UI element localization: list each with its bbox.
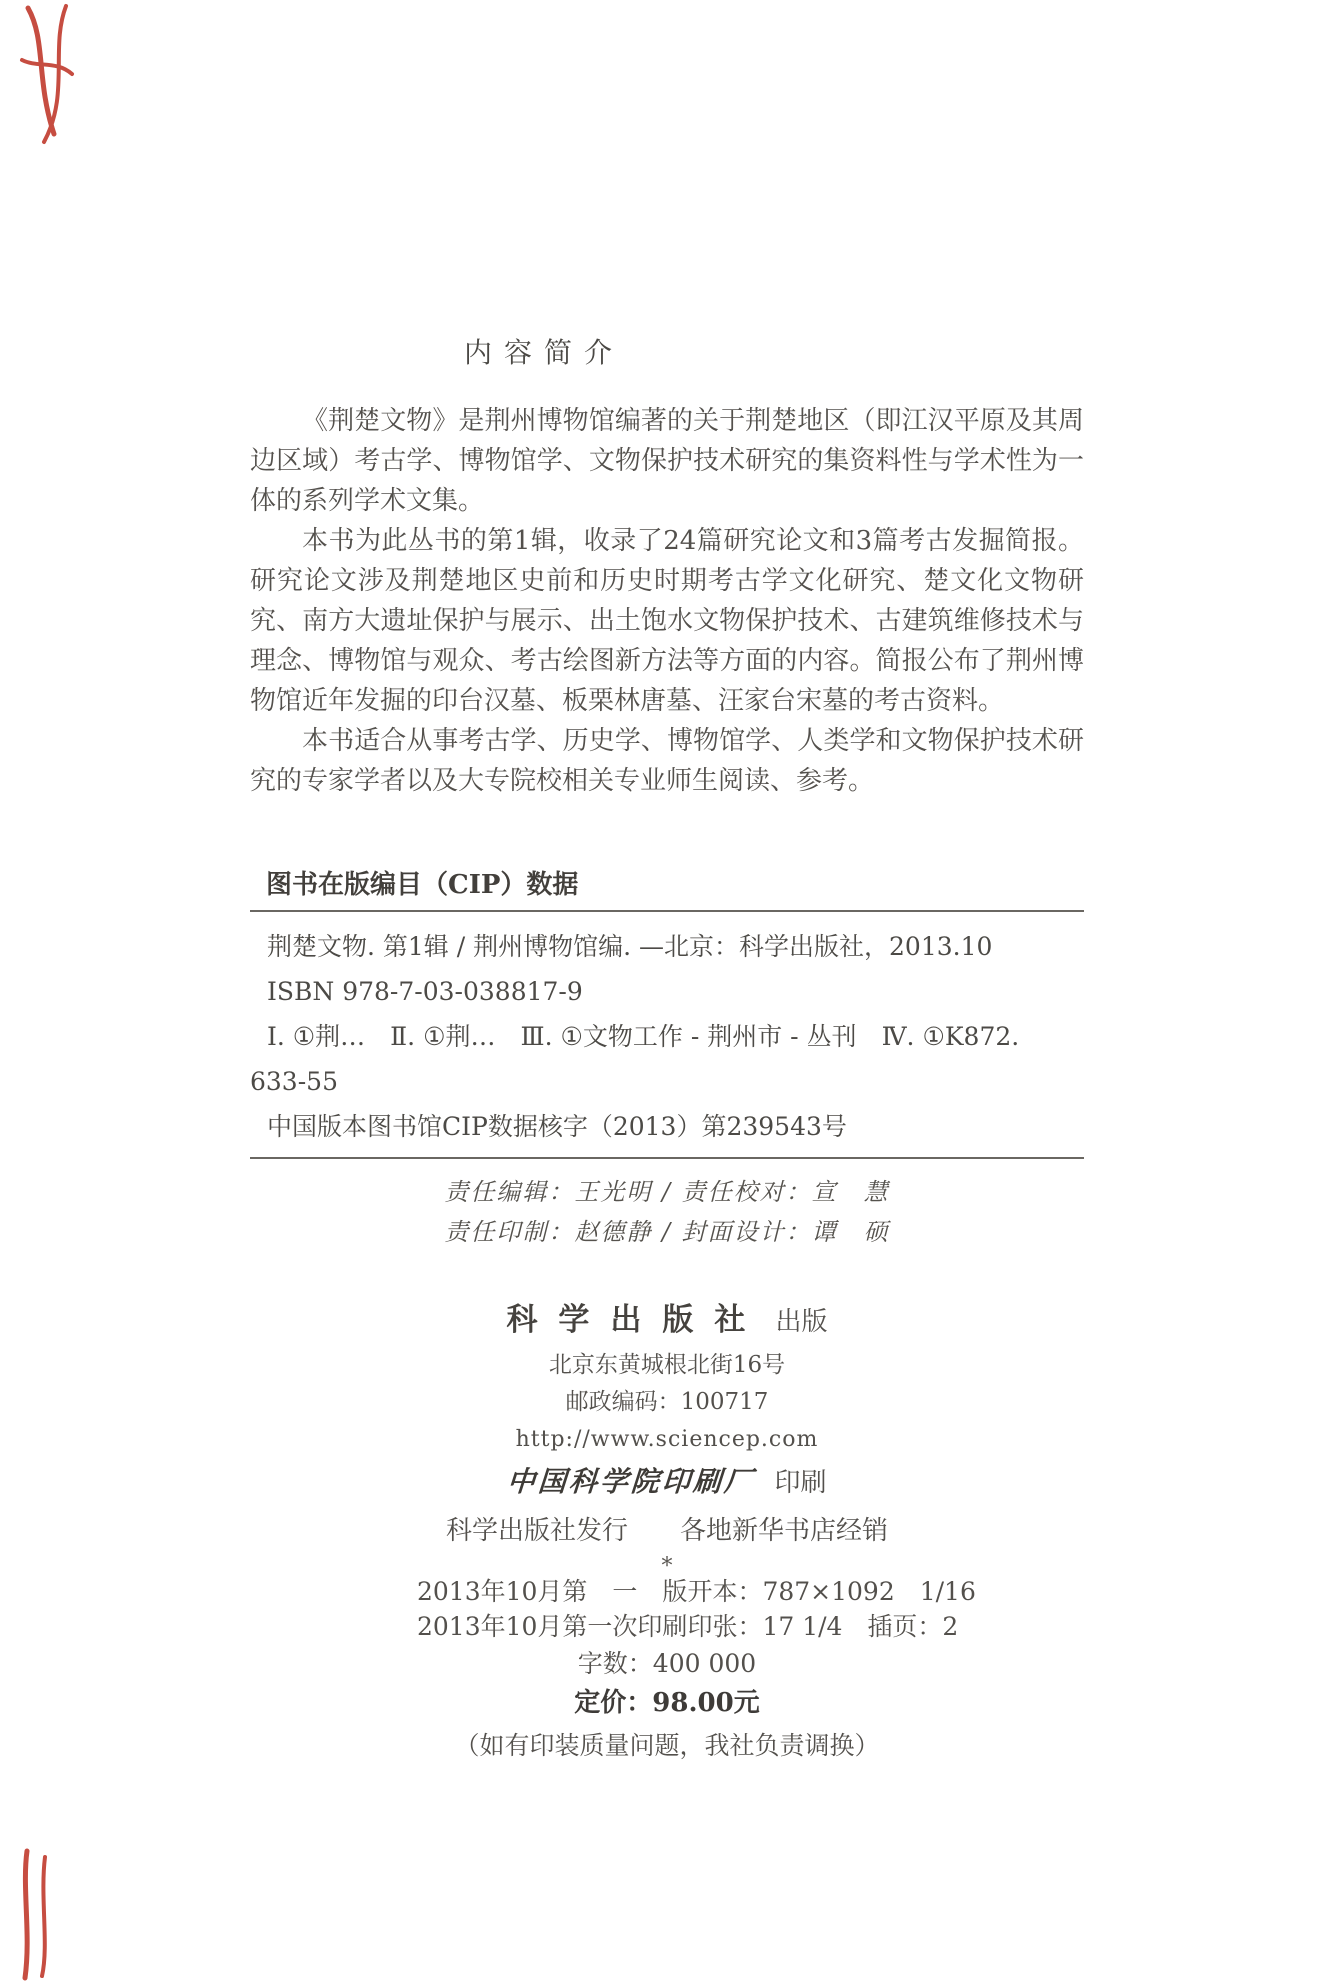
quality-swap-note: （如有印装质量问题，我社负责调换） <box>454 1731 880 1760</box>
imprint-row-edition <box>417 1574 976 1609</box>
credits-printing-line: 责任印制：赵德静 / 封面设计：谭 硕 <box>444 1218 890 1246</box>
publisher-website: http://www.sciencep.com <box>515 1427 819 1452</box>
sheets-spec: 印张：17 1/4 插页：2 <box>687 1612 959 1641</box>
printer-logotype: 中国科学院印刷厂 <box>506 1465 757 1498</box>
intro-paragraph-2: 本书为此丛书的第1辑，收录了24篇研究论文和3篇考古发掘简报。研究论文涉及荆楚地区史前和历史时期考古学文化研究、楚文化文物研究、南方大遗址保护与展示、出土饱水文物保护技术、古建筑维修技术与理念、博物馆与观众、考古绘图新方法等方面的内容。简报公布了荆州博物馆近年发掘的印台汉墓、板栗林唐墓、汪家台宋墓的考古资料。 <box>250 526 1084 716</box>
price: 定价：98.00元 <box>574 1688 760 1718</box>
cip-lines <box>250 912 1084 1159</box>
content-intro-body <box>250 401 1084 801</box>
publisher-address: 北京东黄城根北街16号 <box>548 1352 786 1378</box>
content-intro-title: 内容简介 <box>464 336 625 369</box>
publisher-logotype: 科学出版社 <box>506 1302 767 1338</box>
cip-title-line: 荆楚文物. 第1辑 / 荆州博物馆编. —北京：科学出版社，2013.10 <box>267 932 993 961</box>
publisher-postcode: 邮政编码：100717 <box>565 1389 769 1415</box>
printing-date: 2013年10月第一次印刷 <box>417 1612 688 1641</box>
separator-star: * <box>661 1554 673 1579</box>
printer-line <box>250 1458 1084 1510</box>
imprint-row-printing <box>417 1609 959 1644</box>
red-pen-mark-bottom-left <box>14 1845 64 1984</box>
printer-suffix: 印刷 <box>774 1468 827 1498</box>
cip-data-block <box>250 868 1084 1159</box>
cip-isbn-line: ISBN 978-7-03-038817-9 <box>267 977 583 1006</box>
publisher-suffix: 出版 <box>775 1307 828 1337</box>
staff-credits <box>250 1172 1084 1252</box>
cip-classification-continuation: 633-55 <box>250 1067 338 1096</box>
cip-record-number-line: 中国版本图书馆CIP数据核字（2013）第239543号 <box>267 1112 847 1141</box>
intro-paragraph-3: 本书适合从事考古学、历史学、博物馆学、人类学和文物保护技术研究的专家学者以及大专院校相关专业师生阅读、参考。 <box>250 726 1084 796</box>
publisher-block <box>250 1298 1084 1582</box>
red-pen-mark-top-left <box>14 2 94 152</box>
edition-date: 2013年10月第 一 版 <box>417 1577 688 1606</box>
imprint-table <box>417 1574 976 1644</box>
word-count: 字数：400 000 <box>577 1649 757 1678</box>
intro-paragraph-1: 《荆楚文物》是荆州博物馆编著的关于荆楚地区（即江汉平原及其周边区域）考古学、博物馆学、文物保护技术研究的集资料性与学术性为一体的系列学术文集。 <box>250 406 1084 516</box>
publisher-logo-line <box>250 1298 1084 1347</box>
format-spec: 开本：787×1092 1/16 <box>687 1577 976 1606</box>
cip-heading: 图书在版编目（CIP）数据 <box>250 868 1084 912</box>
cip-classification-line: Ⅰ. ①荆… Ⅱ. ①荆… Ⅲ. ①文物工作 - 荆州市 - 丛刊 Ⅳ. ①K872. <box>267 1022 1020 1051</box>
credits-editor-line: 责任编辑：王光明 / 责任校对：宣 慧 <box>444 1178 890 1206</box>
distribution-line: 科学出版社发行 各地新华书店经销 <box>445 1516 888 1546</box>
